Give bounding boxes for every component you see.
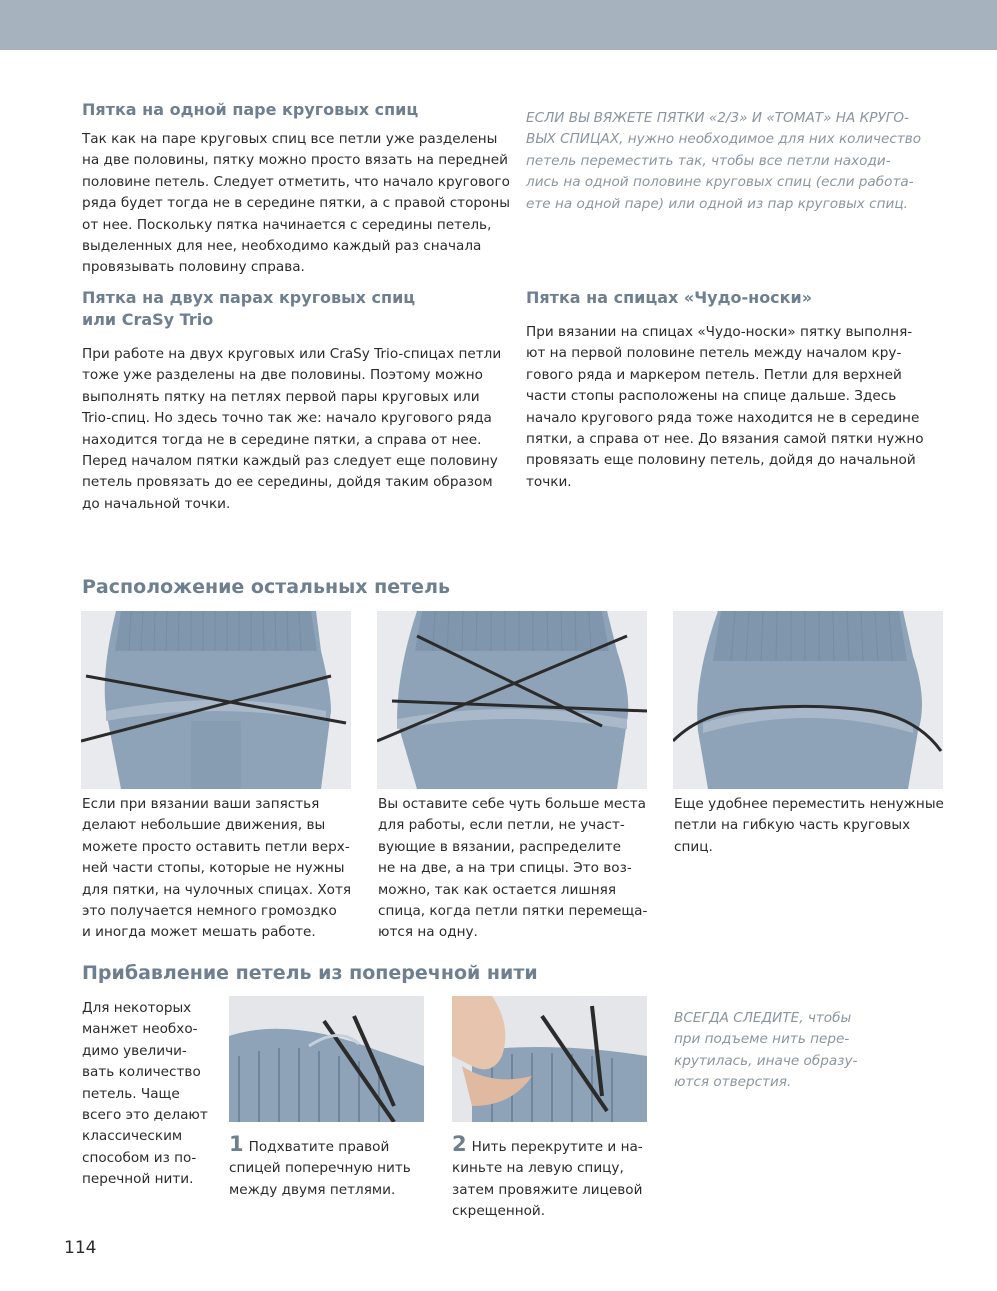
text-line: выделенных для нее, необходимо каждый раз сначала	[82, 238, 482, 255]
text-line: пятки, а справа от нее. До вязания самой пятки нужно	[526, 431, 924, 448]
text-line: При работе на двух круговых или CraSy Trio-спицах петли	[82, 346, 502, 362]
step-2-line	[452, 1134, 643, 1158]
text-line: ют на первой половине петель между началом кру-	[526, 345, 902, 362]
photo-heel-on-circular-cable	[673, 611, 943, 789]
note-line: ВЫХ СПИЦАХ, нужно необходимое для них количество	[526, 131, 922, 148]
caption-line: можно, так как остается лишняя	[378, 881, 617, 898]
text-line: выполнять пятку на петлях первой пары круговых или	[82, 388, 480, 405]
text-line: части стопы расположены на спице дальше. Здесь	[526, 388, 897, 405]
heading-heel-one-pair: Пятка на одной паре круговых спиц	[82, 100, 419, 119]
note-line: лись на одной половине круговых спиц (если работа-	[526, 174, 914, 191]
step-text-line: скрещенной.	[452, 1203, 546, 1220]
photo-step-1	[229, 996, 424, 1122]
caption-photo-1	[82, 794, 351, 944]
photo-heel-on-three-dpns	[377, 611, 647, 789]
note-line: ете на одной паре) или одной из пар круговых спиц.	[526, 195, 908, 212]
text-line: до начальной точки.	[82, 495, 231, 512]
note-line: ЕСЛИ ВЫ ВЯЖЕТЕ ПЯТКИ «2/3» И «ТОМАТ» НА КРУГО-	[526, 110, 909, 126]
step-text-line: спицей поперечную нить	[229, 1160, 411, 1177]
caption-line: ней части стопы, которые не нужны	[82, 860, 345, 877]
caption-line: вующие в вязании, распределите	[378, 838, 621, 855]
text-line: При вязании на спицах «Чудо-носки» пятку выполня-	[526, 324, 913, 340]
heading-heel-wonder-needles: Пятка на спицах «Чудо-носки»	[526, 288, 813, 307]
caption-line: спиц.	[674, 838, 713, 855]
caption-line: спица, когда петли пятки перемеща-	[378, 903, 648, 920]
text-line: петель провязать до ее середины, дойдя таким образом	[82, 474, 493, 491]
step-text: Нить перекрутите и на-	[471, 1139, 643, 1155]
note-line: при подъеме нить пере-	[674, 1031, 850, 1048]
step-1-number: 1	[229, 1132, 244, 1156]
note-line: крутилась, иначе образу-	[674, 1052, 858, 1069]
heading-increase-from-bar: Прибавление петель из поперечной нити	[82, 962, 538, 984]
text-increase-intro	[82, 998, 208, 1191]
text-heel-two-pairs	[82, 344, 501, 515]
step-text-line: киньте на левую спицу,	[452, 1160, 624, 1177]
text-line: начало кругового ряда тоже находится не в середине	[526, 409, 920, 426]
tip-note-twist	[674, 1008, 857, 1094]
heading-heel-two-pairs	[82, 287, 415, 331]
caption-line: Вы оставите себе чуть больше места	[378, 796, 646, 812]
tip-note-heel-placement	[526, 108, 921, 215]
caption-line: ются на одну.	[378, 924, 478, 941]
text-line: Trio-спиц. Но здесь точно так же: начало кругового ряда	[82, 410, 492, 427]
text-line: всего это делают	[82, 1107, 208, 1124]
photo-step-2	[452, 996, 647, 1122]
caption-line: Еще удобнее переместить ненужные	[674, 796, 944, 812]
text-line: от нее. Поскольку пятка начинается с середины петель,	[82, 216, 492, 233]
photo-heel-on-dpns	[81, 611, 351, 789]
caption-line: Если при вязании ваши запястья	[82, 796, 320, 812]
caption-line: петли на гибкую часть круговых	[674, 817, 911, 834]
text-line: гового ряда и маркером петель. Петли для верхней	[526, 366, 902, 383]
note-line: петель переместить так, чтобы все петли находи-	[526, 152, 891, 169]
header-band	[0, 0, 997, 50]
text-line: способом из по-	[82, 1149, 197, 1166]
step-text-line: между двумя петлями.	[229, 1181, 396, 1198]
text-heel-wonder-needles	[526, 322, 924, 493]
caption-line: можете просто оставить петли верх-	[82, 838, 350, 855]
step-text-line: затем провяжите лицевой	[452, 1181, 643, 1198]
text-line: классическим	[82, 1128, 183, 1145]
note-line: ВСЕГДА СЛЕДИТЕ, чтобы	[674, 1010, 852, 1026]
step-1-line	[229, 1134, 411, 1158]
text-line: димо увеличи-	[82, 1042, 187, 1059]
text-line: тоже уже разделены на две половины. Поэтому можно	[82, 367, 483, 384]
page-number: 114	[64, 1238, 97, 1258]
heading-line: Пятка на двух парах круговых спиц	[82, 288, 416, 307]
text-line: перечной нити.	[82, 1171, 194, 1188]
step-text: Подхватите правой	[248, 1139, 390, 1155]
text-line: вать количество	[82, 1064, 201, 1081]
caption-photo-3	[674, 794, 944, 858]
text-line: Перед началом пятки каждый раз следует еще половину	[82, 453, 498, 470]
step-1-caption	[229, 1134, 411, 1201]
caption-line: делают небольшие движения, вы	[82, 817, 326, 834]
text-line: точки.	[526, 473, 572, 490]
heading-line: или CraSy Trio	[82, 310, 214, 329]
heading-remaining-stitches: Расположение остальных петель	[82, 576, 450, 598]
text-heel-one-pair	[82, 129, 510, 279]
step-2-number: 2	[452, 1132, 467, 1156]
caption-line: для пятки, на чулочных спицах. Хотя	[82, 881, 352, 898]
caption-line: и иногда может мешать работе.	[82, 924, 316, 941]
caption-line: не на две, а на три спицы. Это воз-	[378, 860, 632, 877]
text-line: Для некоторых	[82, 1000, 192, 1016]
caption-line: для работы, если петли, не участ-	[378, 817, 625, 834]
note-line: ются отверстия.	[674, 1074, 792, 1091]
text-line: манжет необхо-	[82, 1021, 198, 1038]
text-line: провязать еще половину петель, дойдя до начальной	[526, 452, 916, 469]
caption-photo-2	[378, 794, 647, 944]
text-line: на две половины, пятку можно просто вязать на передней	[82, 152, 508, 169]
text-line: половине петель. Следует отметить, что начало кругового	[82, 173, 510, 190]
step-2-caption	[452, 1134, 643, 1223]
caption-line: это получается немного громоздко	[82, 903, 337, 920]
text-line: провязывать половину справа.	[82, 259, 305, 276]
text-line: находится тогда не в середине пятки, а справа от нее.	[82, 431, 482, 448]
text-line: петель. Чаще	[82, 1085, 180, 1102]
text-line: Так как на паре круговых спиц все петли уже разделены	[82, 131, 498, 147]
text-line: ряда будет тогда не в середине пятки, а с правой стороны	[82, 195, 510, 212]
